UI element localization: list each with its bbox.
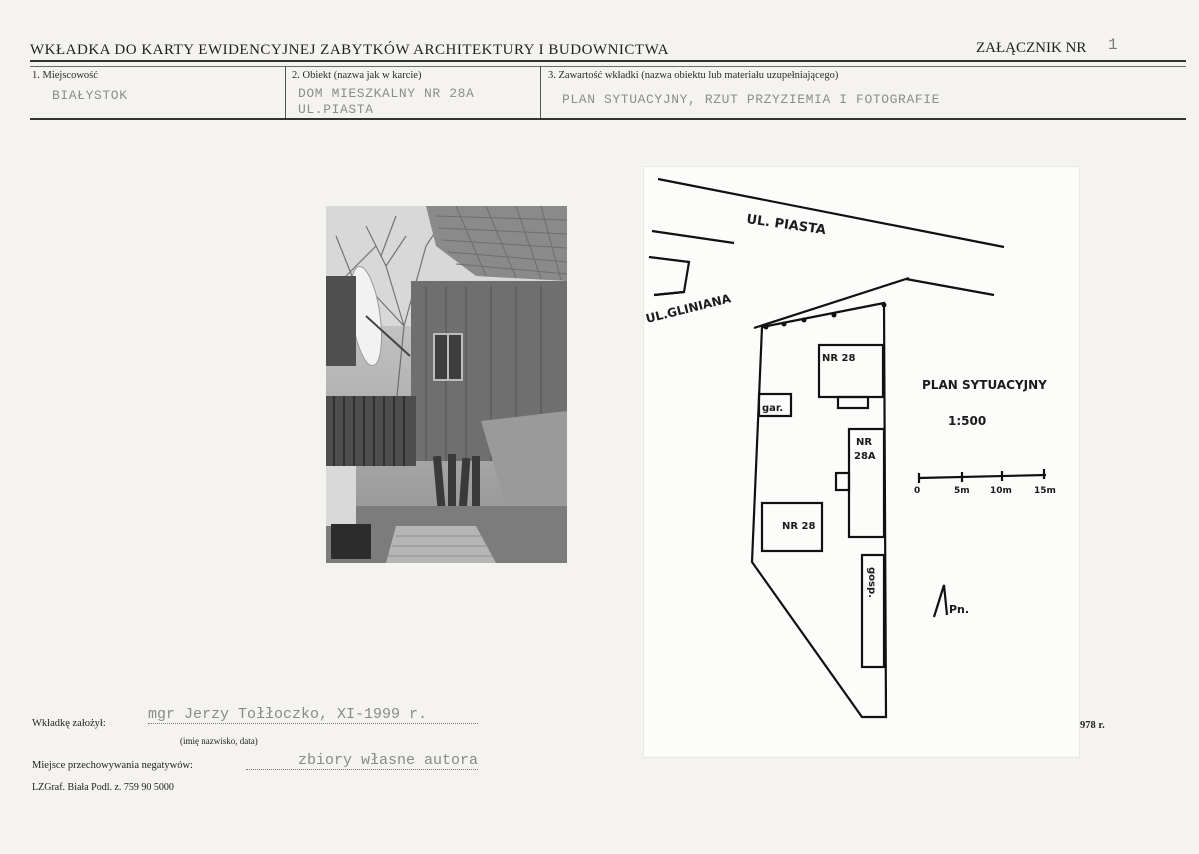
founded-label: Wkładkę założył: — [32, 718, 106, 729]
scale-tick-10: 10m — [990, 486, 1012, 496]
founded-value: mgr Jerzy Tołłoczko, XI-1999 r. — [148, 706, 478, 724]
outbuilding-label: gosp. — [866, 567, 877, 598]
object-label: 2. Obiekt (nazwa jak w karcie) — [292, 70, 422, 81]
place-label: 1. Miejscowość — [32, 70, 98, 81]
scale-tick-5: 5m — [954, 486, 970, 496]
plan-title: PLAN SYTUACYJNY — [922, 378, 1047, 392]
founded-hint: (imię nazwisko, data) — [180, 736, 258, 746]
header-rule-mid — [30, 66, 1186, 67]
site-plan — [644, 167, 1079, 757]
field-divider-2 — [540, 66, 541, 118]
year-suffix: 978 r. — [1080, 720, 1105, 731]
building-nr28-bottom-label: NR 28 — [782, 521, 816, 532]
card-title: WKŁADKA DO KARTY EWIDENCYJNEJ ZABYTKÓW ARCHITEKTURY I BUDOWNICTWA — [30, 42, 669, 58]
negatives-value: zbiory własne autora — [246, 752, 478, 770]
garage-label: gar. — [762, 403, 784, 414]
object-value-line1: DOM MIESZKALNY NR 28A — [298, 86, 475, 101]
street-gliniana-label: UL.GLINIANA — [644, 291, 733, 326]
plan-scale: 1:500 — [948, 414, 987, 428]
scale-tick-0: 0 — [914, 486, 921, 496]
building-nr28a-line1: NR — [856, 437, 873, 448]
field-divider-1 — [285, 66, 286, 118]
negatives-label: Miejsce przechowywania negatywów: — [32, 760, 193, 771]
header-rule-top — [30, 60, 1186, 62]
attachment-number: 1 — [1108, 36, 1118, 54]
place-value: BIAŁYSTOK — [52, 88, 128, 103]
building-nr28a-line2: 28A — [854, 451, 876, 462]
printer-imprint: LZGraf. Biała Podl. z. 759 90 5000 — [32, 782, 174, 793]
contents-value: PLAN SYTUACYJNY, RZUT PRZYZIEMIA I FOTOGRAFIE — [562, 92, 941, 107]
north-label: Pn. — [949, 603, 970, 616]
house-photograph — [326, 206, 567, 563]
header-rule-bottom — [30, 118, 1186, 120]
object-value-line2: UL.PIASTA — [298, 102, 374, 117]
building-nr28-top-label: NR 28 — [822, 353, 856, 364]
street-piasta-label: UL. PIASTA — [745, 212, 827, 239]
attachment-label: ZAŁĄCZNIK NR — [976, 40, 1087, 56]
scale-tick-15: 15m — [1034, 486, 1056, 496]
contents-label: 3. Zawartość wkładki (nazwa obiektu lub materiału uzupełniającego) — [548, 70, 839, 81]
